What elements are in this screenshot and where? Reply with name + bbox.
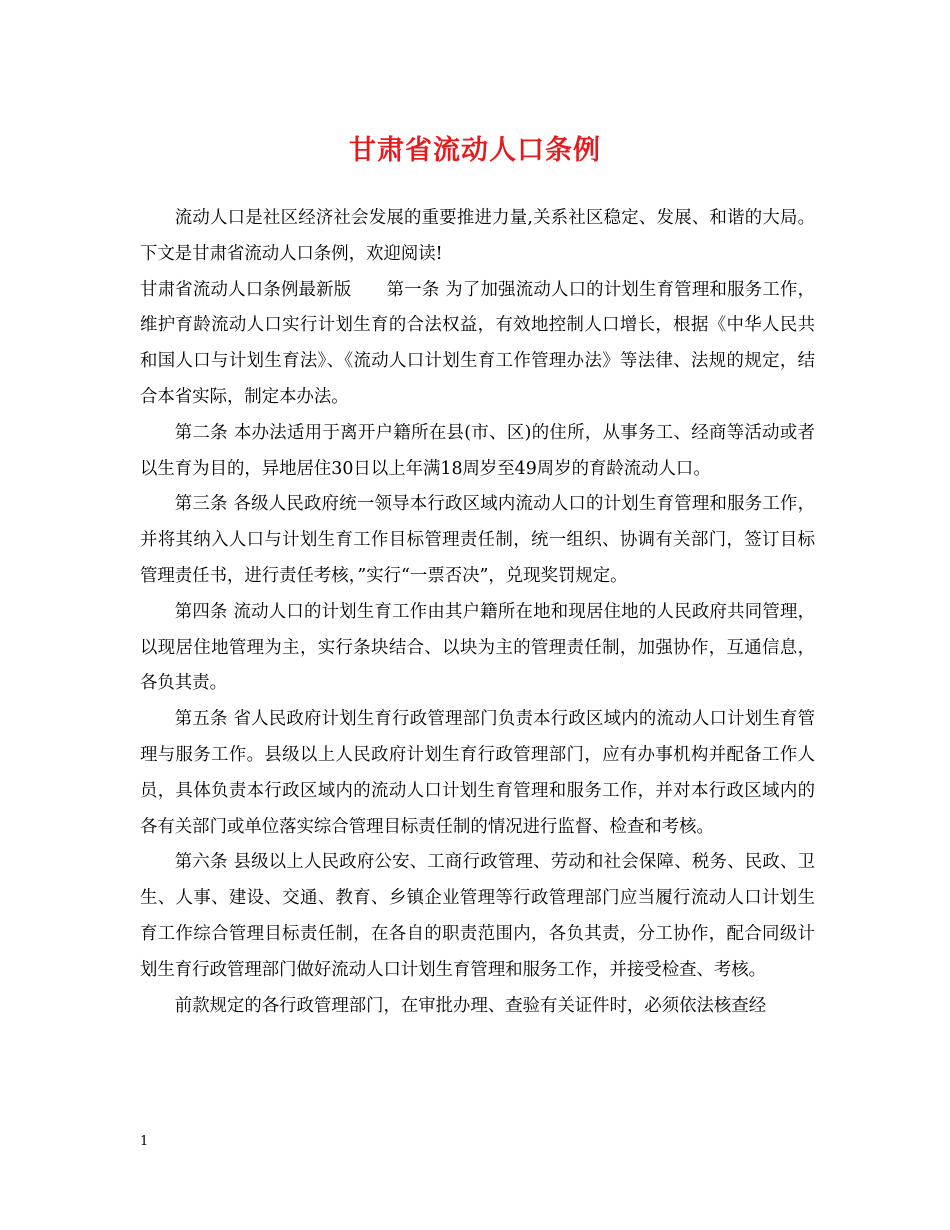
- article-2-paragraph: 第二条 本办法适用于离开户籍所在县(市、区)的住所，从事务工、经商等活动或者以生育为目的，异地居住30日以上年满18周岁至49周岁的育龄流动人口。: [140, 422, 815, 479]
- page-number: 1: [140, 1134, 149, 1149]
- intro-paragraph: 流动人口是社区经济社会发展的重要推进力量,关系社区稳定、发展、和谐的大局。下文是甘肃省流动人口条例，欢迎阅读!: [140, 208, 815, 264]
- article-5-paragraph: 第五条 省人民政府计划生育行政管理部门负责本行政区域内的流动人口计划生育管理与服务工作。县级以上人民政府计划生育行政管理部门，应有办事机构并配备工作人员，具体负责本行政区域内的流动人口计划生育管理和服务工作，并对本行政区域内的各有关部门或单位落实综合管理目标责任制的情况进行监督、检查和考核。: [140, 709, 815, 837]
- document-title: 甘肃省流动人口条例: [349, 135, 601, 166]
- document-body: [140, 201, 815, 1024]
- article-4-paragraph: 第四条 流动人口的计划生育工作由其户籍所在地和现居住地的人民政府共同管理，以现居住地管理为主，实行条块结合、以块为主的管理责任制，加强协作，互通信息，各负其责。: [140, 601, 815, 694]
- article-1-paragraph: 甘肃省流动人口条例最新版 第一条 为了加强流动人口的计划生育管理和服务工作，维护育龄流动人口实行计划生育的合法权益，有效地控制人口增长，根据《中华人民共和国人口与计划生育法》、《流动人口计划生育工作管理办法》等法律、法规的规定，结合本省实际，制定本办法。: [140, 279, 815, 407]
- article-6-paragraph: 第六条 县级以上人民政府公安、工商行政管理、劳动和社会保障、税务、民政、卫生、人事、建设、交通、教育、乡镇企业管理等行政管理部门应当履行流动人口计划生育工作综合管理目标责任制，在各自的职责范围内，各负其责，分工协作，配合同级计划生育行政管理部门做好流动人口计划生育管理和服务工作，并接受检查、考核。: [140, 852, 815, 980]
- article-3-paragraph: 第三条 各级人民政府统一领导本行政区域内流动人口的计划生育管理和服务工作，并将其纳入人口与计划生育工作目标管理责任制，统一组织、协调有关部门，签订目标管理责任书，进行责任考核，”实行“一票否决”，兑现奖罚规定。: [140, 494, 815, 586]
- article-6-continuation-paragraph: 前款规定的各行政管理部门，在审批办理、查验有关证件时，必须依法核查经: [174, 995, 767, 1016]
